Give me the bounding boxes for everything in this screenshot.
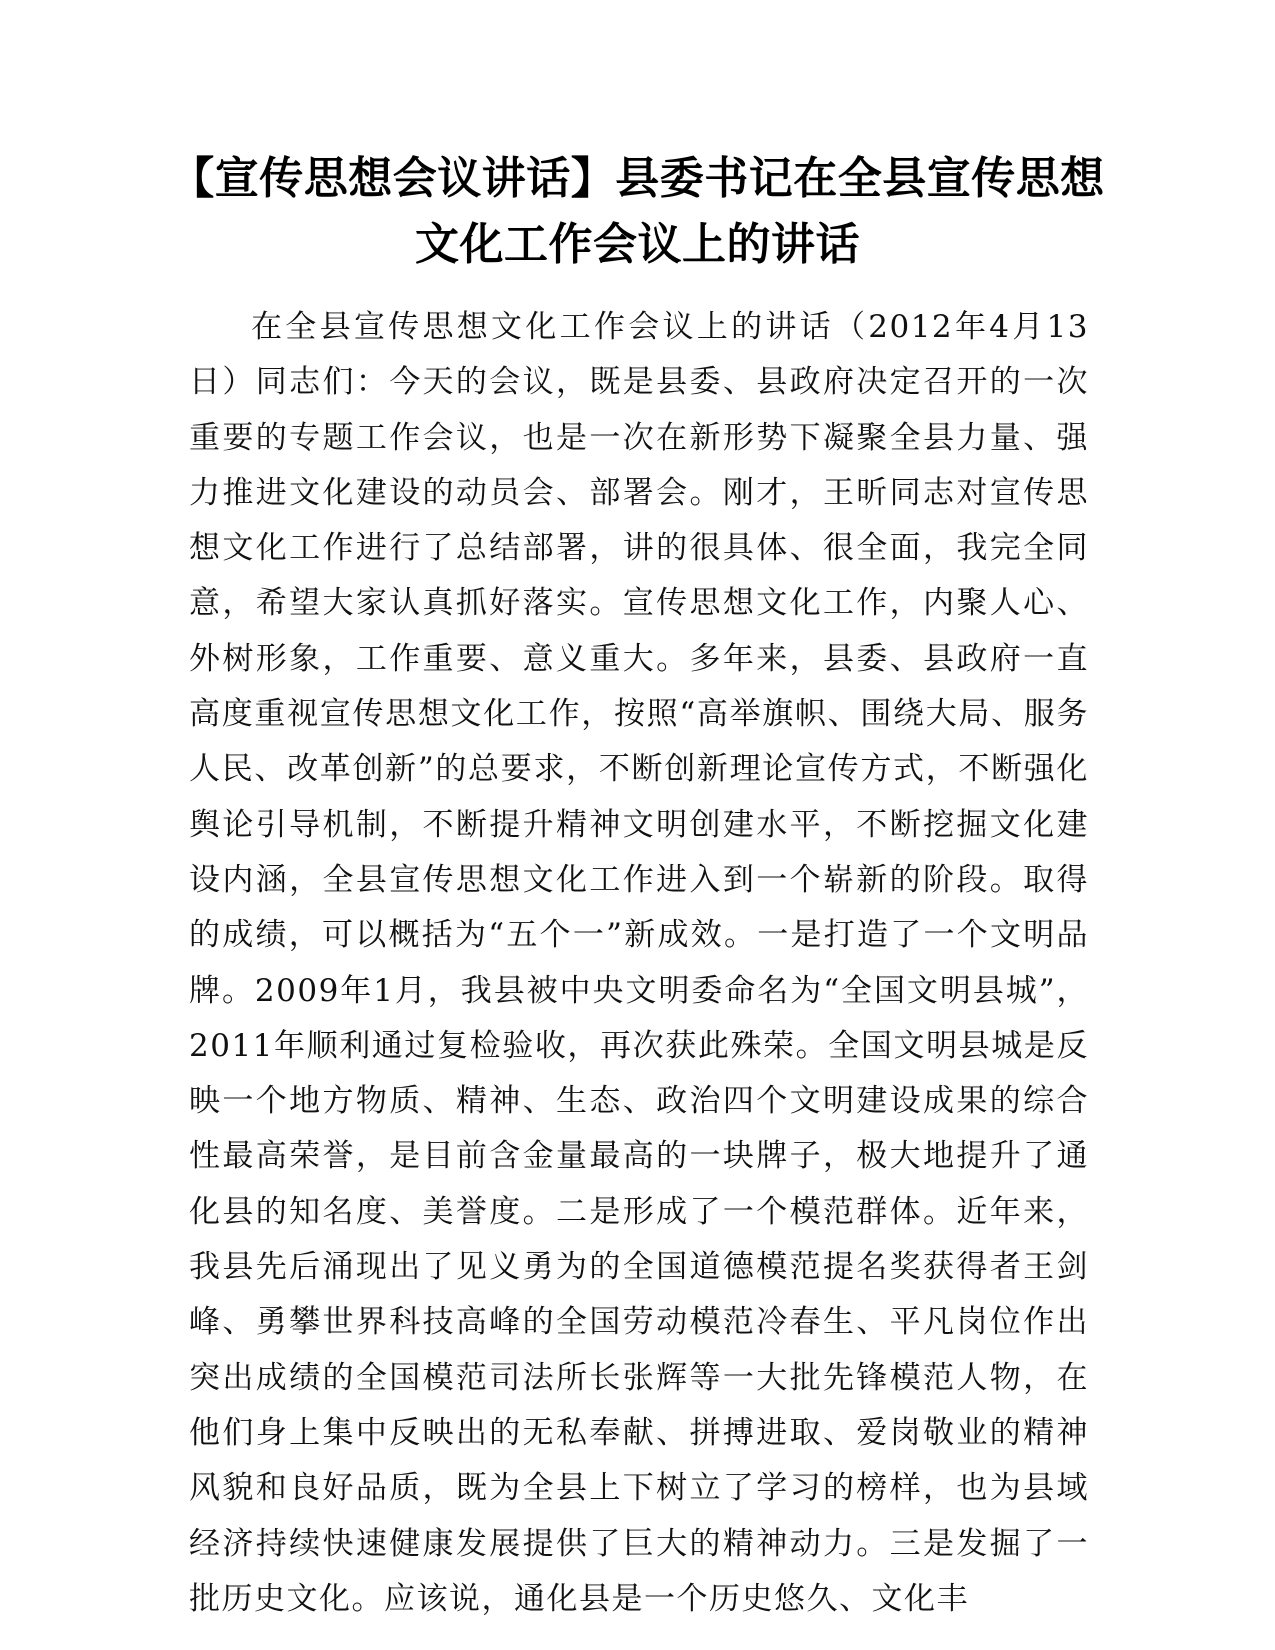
document-title: 【宣传思想会议讲话】县委书记在全县宣传思想文化工作会议上的讲话 xyxy=(170,153,1105,270)
document-body-paragraph: 在全县宣传思想文化工作会议上的讲话（2012年4月13日）同志们：今天的会议，既是县委、县政府决定召开的一次重要的专题工作会议，也是一次在新形势下凝聚全县力量、强力推进文化建设的动员会、部署会。刚才，王昕同志对宣传思想文化工作进行了总结部署，讲的很具体、很全面，我完全同意，希望大家认真抓好落实。宣传思想文化工作，内聚人心、外树形象，工作重要、意义重大。多年来，县委、县政府一直高度重视宣传思想文化工作，按照“高举旗帜、围绕大局、服务人民、改革创新”的总要求，不断创新理论宣传方式，不断强化舆论引导机制，不断提升精神文明创建水平，不断挖掘文化建设内涵，全县宣传思想文化工作进入到一个崭新的阶段。取得的成绩，可以概括为“五个一”新成效。一是打造了一个文明品牌。2009年1月，我县被中央文明委命名为“全国文明县城”，2011年顺利通过复检验收，再次获此殊荣。全国文明县城是反映一个地方物质、精神、生态、政治四个文明建设成果的综合性最高荣誉，是目前含金量最高的一块牌子，极大地提升了通化县的知名度、美誉度。二是形成了一个模范群体。近年来，我县先后涌现出了见义勇为的全国道德模范提名奖获得者王剑峰、勇攀世界科技高峰的全国劳动模范冷春生、平凡岗位作出突出成绩的全国模范司法所长张辉等一大批先锋模范人物，在他们身上集中反映出的无私奉献、拼搏进取、爱岗敬业的精神风貌和良好品质，既为全县上下树立了学习的榜样，也为县域经济持续快速健康发展提供了巨大的精神动力。三是发掘了一批历史文化。应该说，通化县是一个历史悠久、文化丰 xyxy=(189,309,1089,1617)
